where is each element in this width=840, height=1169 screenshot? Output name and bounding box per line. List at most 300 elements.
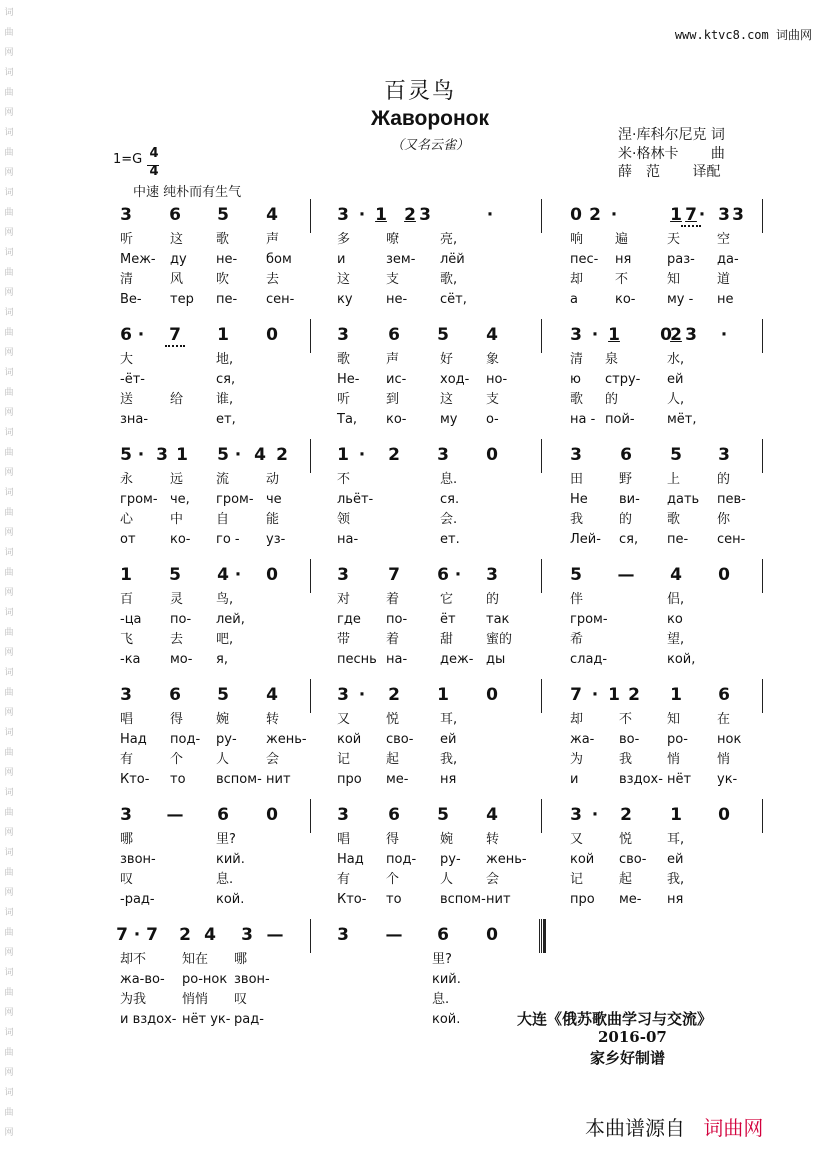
bar-line bbox=[310, 559, 311, 593]
lyric-syllable: че bbox=[266, 492, 282, 507]
lyric-syllable: Меж- bbox=[120, 252, 156, 267]
lyric-syllable: по- bbox=[386, 612, 408, 627]
note: 3 bbox=[120, 685, 132, 705]
lyric-syllable: ко- bbox=[615, 292, 636, 307]
bottom-brand-text: 本曲谱源自 bbox=[585, 1116, 685, 1140]
watermark-char: 网 bbox=[4, 888, 14, 898]
lyric-syllable: 悄 bbox=[667, 752, 681, 767]
note: 2 bbox=[620, 805, 632, 825]
lyric-syllable: ня bbox=[615, 252, 632, 267]
credit-composer: 米·格林卡 曲 bbox=[618, 146, 725, 162]
lyric-syllable: вздох- bbox=[619, 772, 663, 787]
lyric-syllable: 记 bbox=[570, 872, 584, 887]
lyric-syllable: 它 bbox=[440, 592, 454, 607]
lyric-syllable: 得 bbox=[386, 832, 400, 847]
lyric-syllable: ся, bbox=[216, 372, 236, 387]
note: 1 bbox=[176, 445, 188, 465]
lyric-syllable: ды bbox=[486, 652, 506, 667]
lyric-syllable: 里? bbox=[432, 952, 452, 967]
lyric-syllable: 歌 bbox=[216, 232, 230, 247]
note: 2 bbox=[589, 205, 601, 225]
lyric-syllable: 为我 bbox=[120, 992, 147, 1007]
watermark-char: 曲 bbox=[4, 448, 14, 458]
lyric-syllable: то bbox=[386, 892, 402, 907]
bottom-brand-site[interactable]: 词曲网 bbox=[703, 1116, 764, 1140]
watermark-char: 网 bbox=[4, 108, 14, 118]
lyric-syllable: 婉 bbox=[440, 832, 454, 847]
lyric-syllable: му bbox=[440, 412, 458, 427]
lyric-syllable: где bbox=[337, 612, 361, 627]
lyric-syllable: 悦 bbox=[386, 712, 400, 727]
lyric-syllable: 不 bbox=[337, 472, 351, 487]
note: 6 bbox=[388, 805, 400, 825]
lyric-syllable: 记 bbox=[337, 752, 351, 767]
note: · bbox=[133, 925, 141, 945]
note: 4 bbox=[486, 805, 498, 825]
watermark-char: 曲 bbox=[4, 568, 14, 578]
lyric-syllable: ет, bbox=[216, 412, 236, 427]
lyric-syllable: 知在 bbox=[182, 952, 209, 967]
lyric-syllable: го - bbox=[216, 532, 240, 547]
lyric-syllable: Кто- bbox=[120, 772, 150, 787]
bar-line bbox=[541, 559, 542, 593]
note: · bbox=[720, 325, 728, 345]
lyric-syllable: 象 bbox=[486, 352, 500, 367]
song-title-chinese: 百灵鸟 bbox=[383, 79, 456, 104]
note: · bbox=[610, 205, 618, 225]
lyric-syllable: деж- bbox=[440, 652, 474, 667]
bar-line bbox=[310, 319, 311, 353]
lyric-syllable: 道 bbox=[717, 272, 731, 287]
footer-maker: 家乡好制谱 bbox=[590, 1049, 666, 1067]
lyric-syllable: сво- bbox=[619, 852, 647, 867]
key-signature: 1=G bbox=[113, 152, 143, 167]
lyric-syllable: 泉 bbox=[605, 352, 619, 367]
note: · bbox=[454, 565, 462, 585]
lyric-syllable: ей bbox=[667, 372, 684, 387]
watermark-char: 网 bbox=[4, 588, 14, 598]
lyric-syllable: ня bbox=[440, 772, 457, 787]
watermark-char: 词 bbox=[4, 668, 14, 678]
lyric-syllable: 在 bbox=[717, 712, 731, 727]
note: 3 bbox=[685, 325, 697, 345]
lyric-syllable: 人, bbox=[667, 392, 685, 407]
lyric-syllable: 哪 bbox=[120, 832, 134, 847]
lyric-syllable: 歌 bbox=[570, 392, 584, 407]
lyric-syllable: и bbox=[570, 772, 579, 787]
note: 3 bbox=[486, 565, 498, 585]
note: 2 bbox=[388, 685, 400, 705]
lyric-syllable: 婉 bbox=[216, 712, 230, 727]
lyric-syllable: 吹 bbox=[216, 272, 230, 287]
lyric-syllable: 风 bbox=[170, 272, 184, 287]
lyric-syllable: 唱 bbox=[337, 832, 351, 847]
watermark-char: 曲 bbox=[4, 748, 14, 758]
watermark-char: 曲 bbox=[4, 628, 14, 638]
watermark-char: 网 bbox=[4, 1008, 14, 1018]
lyric-syllable: гром- bbox=[216, 492, 254, 507]
lyric-syllable: 唱 bbox=[120, 712, 134, 727]
watermark-char: 词 bbox=[4, 488, 14, 498]
watermark-char: 词 bbox=[4, 728, 14, 738]
lyric-syllable: на - bbox=[570, 412, 596, 427]
lyric-syllable: 去 bbox=[266, 272, 280, 287]
lyric-syllable: 歌, bbox=[440, 272, 458, 287]
lyric-syllable: кой bbox=[570, 852, 595, 867]
lyric-syllable: ме- bbox=[386, 772, 409, 787]
lyric-syllable: 有 bbox=[120, 752, 134, 767]
lyric-syllable: 侣, bbox=[667, 592, 685, 607]
note: 2 bbox=[276, 445, 288, 465]
lyric-syllable: 吧, bbox=[216, 632, 234, 647]
watermark-char: 曲 bbox=[4, 328, 14, 338]
watermark-char: 词 bbox=[4, 1028, 14, 1038]
lyric-syllable: 天 bbox=[667, 232, 681, 247]
note: 0 bbox=[486, 925, 498, 945]
bar-line bbox=[541, 319, 542, 353]
note: 1 bbox=[670, 685, 682, 705]
lyric-syllable: 得 bbox=[170, 712, 184, 727]
watermark-char: 网 bbox=[4, 708, 14, 718]
lyric-syllable: 这 bbox=[170, 232, 184, 247]
bar-line bbox=[541, 799, 542, 833]
lyric-syllable: льёт- bbox=[337, 492, 374, 507]
lyric-syllable: Лей- bbox=[570, 532, 601, 547]
note: 0 bbox=[266, 325, 278, 345]
lyric-syllable: 耳, bbox=[667, 832, 685, 847]
lyric-syllable: ся. bbox=[440, 492, 460, 507]
lyric-syllable: 响 bbox=[570, 232, 584, 247]
lyric-syllable: 对 bbox=[337, 592, 351, 607]
lyric-syllable: 耳, bbox=[440, 712, 458, 727]
lyric-syllable: 好 bbox=[440, 352, 454, 367]
note: 1 bbox=[120, 565, 132, 585]
note: 3 bbox=[732, 205, 744, 225]
note: 0 bbox=[486, 445, 498, 465]
lyric-syllable: сво- bbox=[386, 732, 414, 747]
lyric-syllable: 灵 bbox=[170, 592, 184, 607]
note: · bbox=[234, 565, 242, 585]
lyric-syllable: 叹 bbox=[234, 992, 248, 1007]
lyric-syllable: 远 bbox=[170, 472, 184, 487]
note: · bbox=[591, 805, 599, 825]
lyric-syllable: 这 bbox=[337, 272, 351, 287]
note: 0 bbox=[718, 565, 730, 585]
lyric-syllable: 的 bbox=[717, 472, 731, 487]
lyric-syllable: ук- bbox=[717, 772, 738, 787]
watermark-char: 词 bbox=[4, 548, 14, 558]
lyric-syllable: ру- bbox=[216, 732, 237, 747]
lyric-syllable: ме- bbox=[619, 892, 642, 907]
lyric-syllable: 甜 bbox=[440, 632, 454, 647]
lyric-syllable: гром- bbox=[120, 492, 158, 507]
lyric-syllable: песнь bbox=[337, 652, 377, 667]
bar-line bbox=[762, 199, 763, 233]
side-watermark bbox=[3, 0, 15, 1169]
lyric-syllable: 上 bbox=[667, 472, 681, 487]
lyric-syllable: 起 bbox=[619, 872, 633, 887]
watermark-char: 网 bbox=[4, 828, 14, 838]
bar-line bbox=[762, 319, 763, 353]
watermark-char: 曲 bbox=[4, 388, 14, 398]
lyric-syllable: 听 bbox=[337, 392, 351, 407]
lyric-syllable: 知 bbox=[667, 272, 681, 287]
note: · bbox=[358, 205, 366, 225]
lyric-syllable: пе- bbox=[667, 532, 689, 547]
note: 0 bbox=[266, 565, 278, 585]
lyric-syllable: 遍 bbox=[615, 232, 629, 247]
note: — bbox=[266, 925, 284, 945]
watermark-char: 网 bbox=[4, 348, 14, 358]
lyric-syllable: лей, bbox=[216, 612, 245, 627]
bar-line bbox=[541, 199, 542, 233]
watermark-char: 曲 bbox=[4, 1048, 14, 1058]
lyric-syllable: 嘹 bbox=[386, 232, 400, 247]
note: 0 bbox=[486, 685, 498, 705]
note: 3 bbox=[337, 565, 349, 585]
lyric-syllable: 望, bbox=[667, 632, 685, 647]
note: 1 bbox=[375, 205, 387, 225]
lyric-syllable: 空 bbox=[717, 232, 731, 247]
note: 5 bbox=[217, 685, 229, 705]
lyric-syllable: 叹 bbox=[120, 872, 134, 887]
note: 7 bbox=[146, 925, 158, 945]
note: — bbox=[617, 565, 635, 585]
lyric-syllable: 悄悄 bbox=[182, 992, 209, 1007]
watermark-char: 词 bbox=[4, 368, 14, 378]
lyric-syllable: че, bbox=[170, 492, 190, 507]
lyric-syllable: 哪 bbox=[234, 952, 248, 967]
lyric-syllable: ду bbox=[170, 252, 187, 267]
note: 0 bbox=[570, 205, 582, 225]
source-label[interactable]: www.ktvc8.com 词曲网 bbox=[674, 28, 812, 42]
lyric-syllable: и вздох- bbox=[120, 1012, 177, 1027]
note: 3 bbox=[337, 925, 349, 945]
note: 6 bbox=[120, 325, 132, 345]
lyric-syllable: не bbox=[717, 292, 734, 307]
lyric-syllable: 这 bbox=[440, 392, 454, 407]
watermark-char: 词 bbox=[4, 8, 14, 18]
watermark-char: 词 bbox=[4, 608, 14, 618]
bar-line bbox=[310, 919, 311, 953]
lyric-syllable: пес- bbox=[570, 252, 599, 267]
lyric-syllable: Кто- bbox=[337, 892, 367, 907]
lyric-syllable: му - bbox=[667, 292, 694, 307]
lyric-syllable: 个 bbox=[170, 752, 184, 767]
lyric-syllable: ей bbox=[667, 852, 684, 867]
lyric-syllable: 地, bbox=[216, 352, 234, 367]
watermark-char: 曲 bbox=[4, 148, 14, 158]
lyric-syllable: ро-нок bbox=[182, 972, 228, 987]
note: 4 bbox=[670, 565, 682, 585]
note: 0 bbox=[718, 805, 730, 825]
note: 7 bbox=[165, 325, 185, 347]
lyric-syllable: 我 bbox=[570, 512, 584, 527]
lyric-syllable: пе- bbox=[216, 292, 238, 307]
lyric-syllable: вспом- bbox=[440, 892, 486, 907]
note: 1 bbox=[217, 325, 229, 345]
lyric-syllable: 亮, bbox=[440, 232, 458, 247]
lyric-syllable: не- bbox=[386, 292, 408, 307]
watermark-char: 词 bbox=[4, 128, 14, 138]
lyric-syllable: 听 bbox=[120, 232, 134, 247]
note: 1 bbox=[670, 805, 682, 825]
note: 1 bbox=[437, 685, 449, 705]
lyric-syllable: 会 bbox=[266, 752, 280, 767]
time-signature-top: 4 bbox=[149, 146, 159, 161]
note: 4 bbox=[204, 925, 216, 945]
lyric-syllable: 个 bbox=[386, 872, 400, 887]
lyric-syllable: на- bbox=[386, 652, 408, 667]
bar-line bbox=[762, 679, 763, 713]
note: 3 bbox=[419, 205, 431, 225]
lyric-syllable: 自 bbox=[216, 512, 230, 527]
credit-lyricist: 涅·库科尔尼克 词 bbox=[618, 127, 725, 143]
lyric-syllable: на- bbox=[337, 532, 359, 547]
note: 5 bbox=[169, 565, 181, 585]
note: · bbox=[137, 325, 145, 345]
song-subtitle: （又名云雀） bbox=[390, 138, 469, 153]
lyric-syllable: не- bbox=[216, 252, 238, 267]
final-bar-line bbox=[543, 919, 546, 953]
lyric-syllable: ку bbox=[337, 292, 353, 307]
bar-line bbox=[762, 799, 763, 833]
final-bar-line bbox=[539, 919, 540, 953]
note: 3 bbox=[570, 325, 582, 345]
song-title-russian: Жаворонок bbox=[370, 107, 490, 130]
watermark-char: 曲 bbox=[4, 808, 14, 818]
bottom-brand[interactable] bbox=[585, 1112, 763, 1141]
lyric-syllable: 转 bbox=[486, 832, 500, 847]
lyric-syllable: ход- bbox=[440, 372, 470, 387]
watermark-char: 曲 bbox=[4, 988, 14, 998]
note: 6 bbox=[437, 565, 449, 585]
bar-line bbox=[541, 439, 542, 473]
note: 6 bbox=[169, 205, 181, 225]
lyric-syllable: Ве- bbox=[120, 292, 142, 307]
time-signature-bottom: 4 bbox=[149, 164, 159, 179]
lyric-syllable: -ёт- bbox=[120, 372, 145, 387]
lyric-syllable: 领 bbox=[337, 512, 351, 527]
watermark-char: 网 bbox=[4, 468, 14, 478]
watermark-char: 词 bbox=[4, 248, 14, 258]
note: 3 bbox=[337, 805, 349, 825]
note: 5 bbox=[217, 205, 229, 225]
watermark-char: 曲 bbox=[4, 268, 14, 278]
lyric-syllable: 多 bbox=[337, 232, 351, 247]
lyric-syllable: 支 bbox=[386, 272, 400, 287]
lyric-syllable: 为 bbox=[570, 752, 584, 767]
watermark-char: 网 bbox=[4, 1068, 14, 1078]
lyric-syllable: 会. bbox=[440, 512, 458, 527]
note: 7 bbox=[681, 205, 701, 227]
lyric-syllable: 里? bbox=[216, 832, 236, 847]
lyric-syllable: звон- bbox=[234, 972, 270, 987]
lyric-syllable: 伴 bbox=[570, 592, 584, 607]
lyric-syllable: 动 bbox=[266, 472, 280, 487]
lyric-syllable: 又 bbox=[337, 712, 351, 727]
lyric-syllable: от bbox=[120, 532, 136, 547]
note: 0 bbox=[266, 805, 278, 825]
note: · bbox=[234, 445, 242, 465]
lyric-syllable: 知 bbox=[667, 712, 681, 727]
note: 4 bbox=[486, 325, 498, 345]
note: 3 bbox=[337, 325, 349, 345]
lyric-syllable: кой. bbox=[432, 1012, 461, 1027]
watermark-char: 网 bbox=[4, 48, 14, 58]
note: 5 bbox=[570, 565, 582, 585]
lyric-syllable: 却不 bbox=[120, 952, 147, 967]
lyric-syllable: 却 bbox=[570, 712, 584, 727]
lyric-syllable: нит bbox=[266, 772, 291, 787]
lyric-syllable: во- bbox=[619, 732, 640, 747]
lyric-syllable: ёт bbox=[440, 612, 456, 627]
watermark-char: 词 bbox=[4, 188, 14, 198]
note: 2 bbox=[388, 445, 400, 465]
note: 5 bbox=[437, 325, 449, 345]
lyric-syllable: -ца bbox=[120, 612, 142, 627]
note: · bbox=[486, 205, 494, 225]
watermark-char: 网 bbox=[4, 228, 14, 238]
note: 3 bbox=[570, 805, 582, 825]
watermark-char: 词 bbox=[4, 788, 14, 798]
lyric-syllable: по- bbox=[170, 612, 192, 627]
bar-line bbox=[541, 679, 542, 713]
watermark-char: 曲 bbox=[4, 508, 14, 518]
lyric-syllable: Не bbox=[570, 492, 588, 507]
lyric-syllable: -ка bbox=[120, 652, 141, 667]
lyric-syllable: мёт, bbox=[667, 412, 697, 427]
note: 5 bbox=[437, 805, 449, 825]
note: 6 bbox=[718, 685, 730, 705]
note: 6 bbox=[620, 445, 632, 465]
watermark-char: 曲 bbox=[4, 868, 14, 878]
bar-line bbox=[310, 199, 311, 233]
lyric-syllable: 又 bbox=[570, 832, 584, 847]
lyric-syllable: 给 bbox=[170, 392, 184, 407]
lyric-syllable: сёт, bbox=[440, 292, 467, 307]
watermark-char: 词 bbox=[4, 428, 14, 438]
lyric-syllable: 鸟, bbox=[216, 592, 234, 607]
tempo-marking: 中速 纯朴而有生气 bbox=[133, 185, 242, 200]
watermark-char: 曲 bbox=[4, 88, 14, 98]
lyric-syllable: 我 bbox=[619, 752, 633, 767]
note: 3 bbox=[156, 445, 168, 465]
lyric-syllable: ю bbox=[570, 372, 581, 387]
note: — bbox=[385, 925, 403, 945]
lyric-syllable: 大 bbox=[120, 352, 134, 367]
lyric-syllable: 有 bbox=[337, 872, 351, 887]
lyric-syllable: уз- bbox=[266, 532, 286, 547]
note: 4 bbox=[266, 685, 278, 705]
lyric-syllable: 着 bbox=[386, 592, 400, 607]
lyric-syllable: под- bbox=[386, 852, 417, 867]
note: 3 bbox=[337, 205, 349, 225]
lyric-syllable: 转 bbox=[266, 712, 280, 727]
watermark-char: 曲 bbox=[4, 928, 14, 938]
lyric-syllable: 起 bbox=[386, 752, 400, 767]
lyric-syllable: вспом- bbox=[216, 772, 262, 787]
lyric-syllable: про bbox=[570, 892, 595, 907]
lyric-syllable: 声 bbox=[266, 232, 280, 247]
lyric-syllable: то bbox=[170, 772, 186, 787]
lyric-syllable: и bbox=[337, 252, 346, 267]
lyric-syllable: кий. bbox=[216, 852, 245, 867]
note: 3 bbox=[241, 925, 253, 945]
lyric-syllable: под- bbox=[170, 732, 201, 747]
note: · bbox=[591, 685, 599, 705]
lyric-syllable: зна- bbox=[120, 412, 149, 427]
